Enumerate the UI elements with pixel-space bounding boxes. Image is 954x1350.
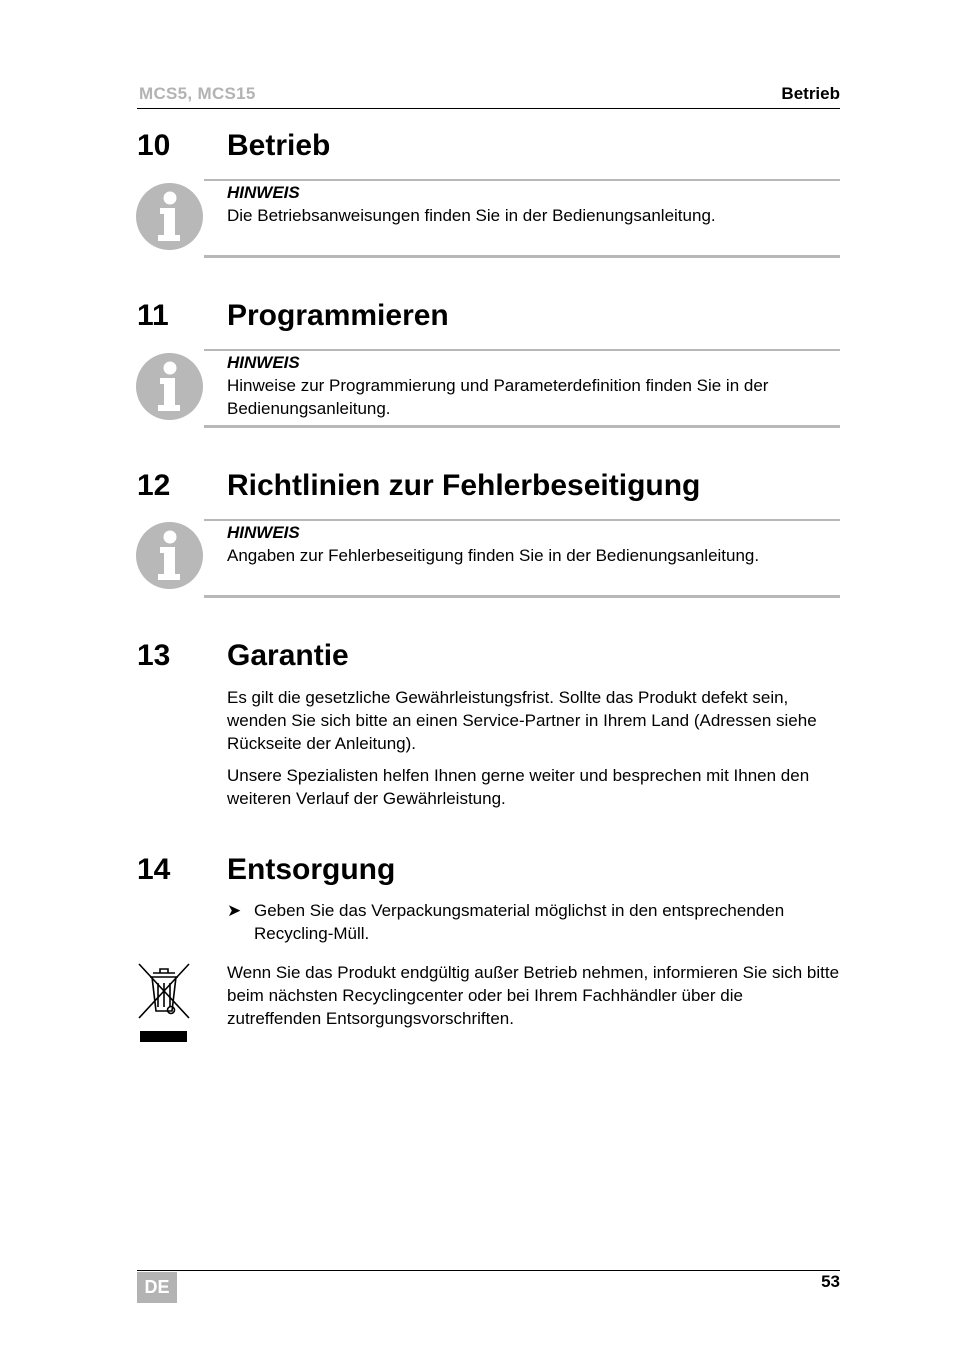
section-title: Garantie — [227, 639, 349, 672]
note-text: Die Betriebsanweisungen finden Sie in der Bedienungsanleitung. — [227, 206, 716, 225]
note-label: HINWEIS — [227, 353, 300, 372]
note-bottom-rule — [204, 425, 840, 428]
section-title: Richtlinien zur Fehlerbeseitigung — [227, 469, 701, 502]
note-bottom-rule — [204, 255, 840, 258]
language-badge: DE — [137, 1272, 177, 1303]
section-title: Betrieb — [227, 129, 331, 162]
info-icon — [136, 183, 203, 250]
warranty-paragraph: Es gilt die gesetzliche Gewährleistungsfrist. Sollte das Produkt defekt sein, wenden Sie sich bitte an einen Service-Partner in Ihrem Land (Adressen siehe Rückseite der Anleitung). — [227, 688, 817, 753]
disposal-paragraph: Wenn Sie das Produkt endgültig außer Betrieb nehmen, informieren Sie sich bitte beim nächsten Recyclingcenter oder bei Ihrem Fachhändler über die zutreffenden Entsorgungsvorschriften. — [227, 963, 840, 1028]
note-text: Angaben zur Fehlerbeseitigung finden Sie in der Bedienungsanleitung. — [227, 546, 760, 565]
section-title: Programmieren — [227, 299, 449, 332]
bullet-arrow-icon: ➤ — [227, 901, 242, 920]
note-label: HINWEIS — [227, 523, 300, 542]
crossed-out-bin-icon — [136, 961, 192, 1043]
section-number: 11 — [137, 299, 169, 332]
page-number: 53 — [821, 1272, 840, 1291]
header-product: MCS5, MCS15 — [139, 84, 256, 103]
header-chapter: Betrieb — [781, 84, 840, 103]
note-top-rule — [204, 349, 840, 351]
section-title: Entsorgung — [227, 853, 396, 886]
bullet-text: Geben Sie das Verpackungsmaterial möglichst in den entsprechenden Recycling-Müll. — [254, 901, 785, 943]
section-number: 10 — [137, 129, 171, 162]
info-icon — [136, 353, 203, 420]
warranty-paragraph: Unsere Spezialisten helfen Ihnen gerne weiter und besprechen mit Ihnen den weiteren Verlauf der Gewährleistung. — [227, 766, 810, 808]
section-number: 14 — [137, 853, 171, 886]
info-icon — [136, 522, 203, 589]
section-number: 13 — [137, 639, 171, 672]
note-text: Hinweise zur Programmierung und Parameterdefinition finden Sie in der Bedienungsanleitung. — [227, 376, 769, 418]
footer-rule — [137, 1270, 840, 1271]
section-number: 12 — [137, 469, 171, 502]
header-rule — [137, 108, 840, 109]
note-top-rule — [204, 179, 840, 181]
note-label: HINWEIS — [227, 183, 300, 202]
note-bottom-rule — [204, 595, 840, 598]
note-top-rule — [204, 519, 840, 521]
